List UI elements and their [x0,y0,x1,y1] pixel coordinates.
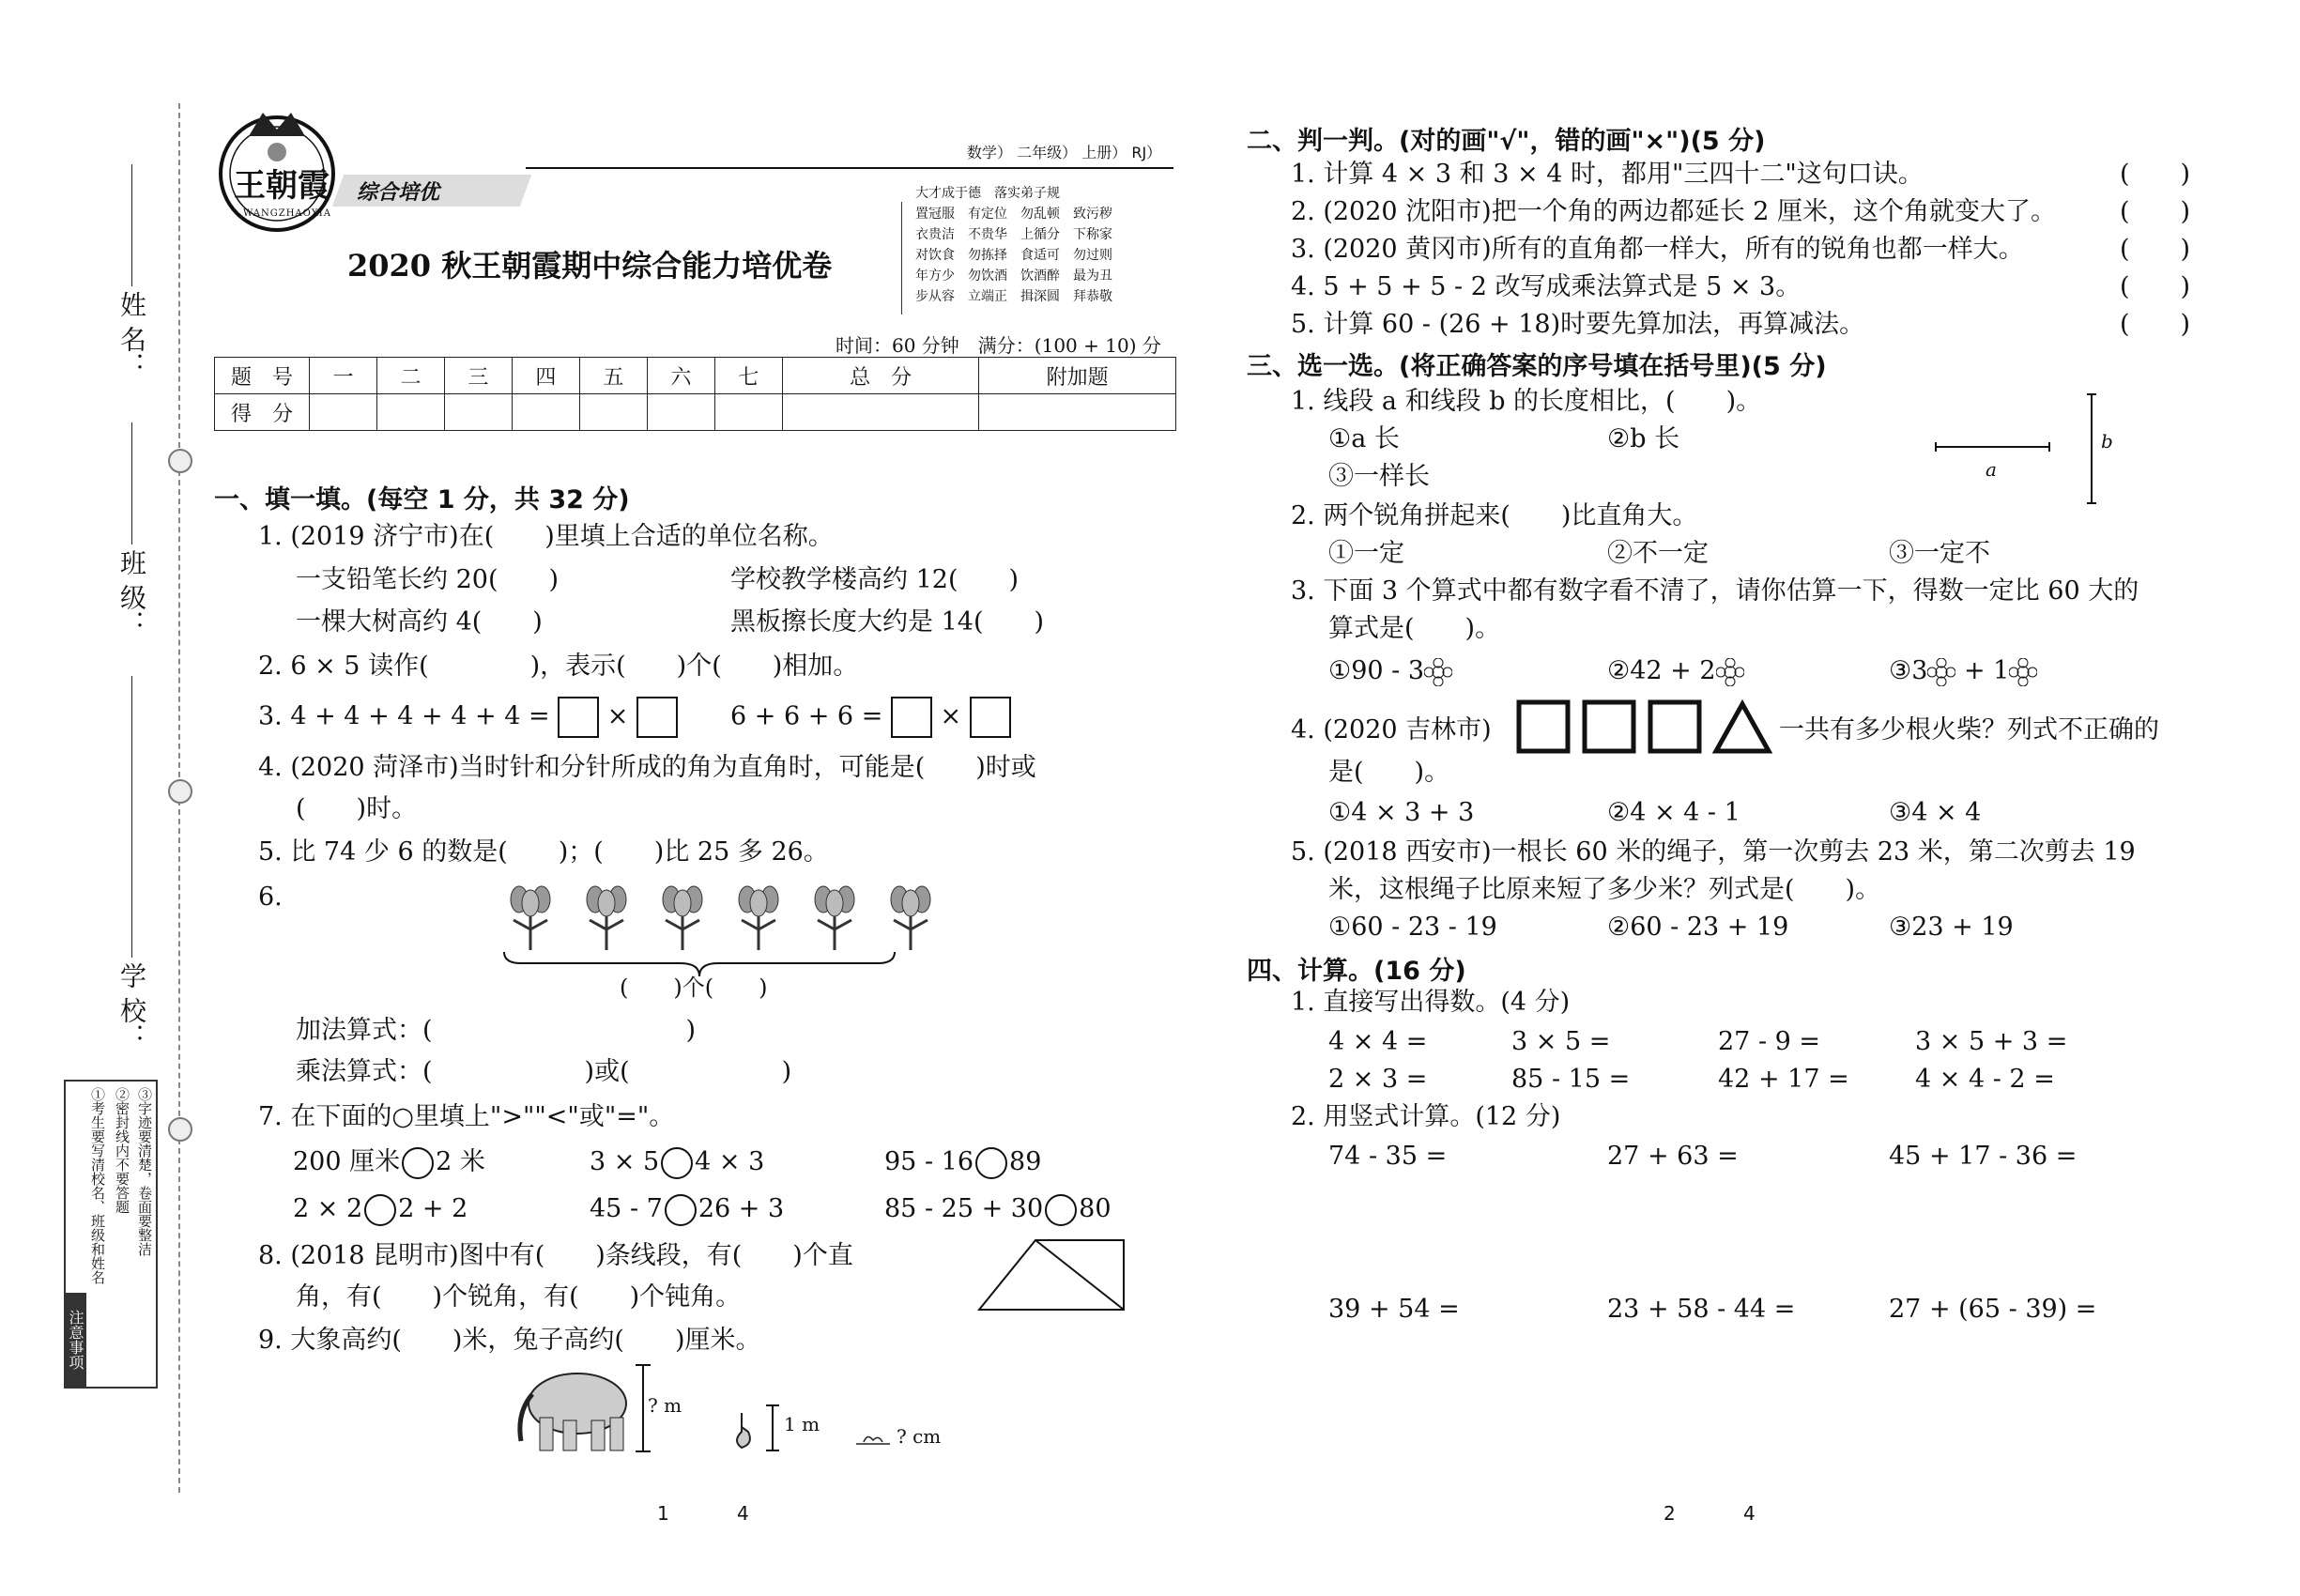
vertical-calc: 27 + 63 = [1607,1142,1739,1171]
q7-item: 85 - 25 + 30 80 [884,1190,1112,1228]
judge-paren[interactable]: ( ) [2120,310,2191,339]
choice-opt: ③一定不 [1889,539,1990,568]
school-label: 学 校： [116,962,147,1050]
q1-1b: 学校教学楼高约 12( ) [730,565,1020,594]
choice-opt: ③3 + 1 [1889,652,2037,690]
q1-1: 1. (2019 济宁市)在( )里填上合适的单位名称。 [258,522,834,551]
motto-line: 衣贵洁 不贵华 上循分 下称家 [915,227,1112,242]
compare-circle[interactable] [975,1147,1007,1179]
q7-item: 200 厘米 2 米 [293,1143,485,1181]
q1-3b-text: 6 + 6 + 6 = [730,701,883,731]
motto-line: 置冠服 有定位 勿乱顿 致污秽 [915,207,1112,222]
q1-7: 7. 在下面的○里填上">""<"或"="。 [258,1102,675,1131]
tulip-icon [730,882,787,950]
height-arrow [765,1404,780,1452]
class-label: 班 级： [116,549,147,637]
score-header-cell: 附加题 [979,358,1176,394]
q1-1c: 一棵大树高约 4( ) [296,607,543,637]
q1-8b: 角，有( )个锐角，有( )个钝角。 [296,1282,742,1312]
q1-8a: 8. (2018 昆明市)图中有( )条线段，有( )个直 [258,1241,853,1270]
subject-tags: 数学） 二年级） 上册） RJ） [967,144,1162,161]
judge-item: 4. 5 + 5 + 5 - 2 改写成乘法算式是 5 × 3。 [1291,272,1802,301]
motto-divider [901,202,902,315]
calc-item: 4 × 4 = [1328,1027,1428,1056]
choice-opt: ①a 长 [1328,424,1400,453]
flower-blur-icon [1716,658,1744,686]
calc-item: 3 × 5 = [1511,1027,1611,1056]
calc-item: 2 × 3 = [1328,1065,1428,1094]
choice-opt: ①90 - 3 [1328,652,1452,690]
q1-6-mul: 乘法算式：( )或( ) [296,1057,792,1086]
matchstick-figure [1513,697,1776,759]
q1-4a: 4. (2020 菏泽市)当时针和分针所成的角为直角时，可能是( )时或 [258,753,1036,782]
binding-hole [168,779,192,804]
q1-2: 2. 6 × 5 读作( )，表示( )个( )相加。 [258,652,859,681]
score-header-cell: 二 [376,358,444,394]
choice-q4b: 是( )。 [1328,758,1450,787]
goose-icon [728,1408,756,1450]
choice-q2: 2. 两个锐角拼起来( )比直角大。 [1291,501,1698,530]
goose-height: 1 m [784,1413,820,1435]
score-cell[interactable] [579,394,647,431]
calc-item: 42 + 17 = [1718,1065,1849,1094]
score-cell[interactable] [647,394,714,431]
compare-circle[interactable] [665,1194,697,1226]
choice-q3b: 算式是( )。 [1328,614,1501,643]
answer-box[interactable] [891,697,932,738]
binding-hole [168,1117,192,1142]
flower-blur-icon [2009,658,2037,686]
score-header-cell: 七 [714,358,782,394]
choice-opt: ②4 × 4 - 1 [1607,798,1740,827]
note-line: ②密封线内不要答题 [114,1087,130,1214]
notes-title: 注意事项 [66,1293,86,1387]
choice-q3a: 3. 下面 3 个算式中都有数字看不清了，请你估算一下，得数一定比 60 大的 [1291,576,2139,606]
choice-opt: ③4 × 4 [1889,798,1982,827]
vertical-calc: 74 - 35 = [1328,1142,1448,1171]
part2-title: 二、判一判。(对的画"√"，错的画"×")(5 分) [1247,127,1766,156]
score-cell[interactable] [376,394,444,431]
tulip-row [502,882,954,954]
choice-opt: ③23 + 19 [1889,913,2014,942]
calc-q2: 2. 用竖式计算。(12 分) [1291,1102,1561,1131]
elephant-height: ? m [648,1394,682,1417]
time-info: 时间：60 分钟 满分：(100 + 10) 分 [836,334,1161,357]
choice-opt: ②42 + 2 [1607,652,1744,690]
flower-blur-icon [1927,658,1955,686]
q7-item: 95 - 16 89 [884,1143,1041,1181]
binding-hole [168,449,192,473]
calc-item: 4 × 4 - 2 = [1915,1065,2055,1094]
score-header-cell: 六 [647,358,714,394]
vertical-calc: 45 + 17 - 36 = [1889,1142,2078,1171]
q1-9: 9. 大象高约( )米，兔子高约( )厘米。 [258,1326,761,1355]
tag-edition: RJ [1131,144,1147,161]
answer-box[interactable] [970,697,1011,738]
q1-3a-text: 3. 4 + 4 + 4 + 4 + 4 = [258,701,550,731]
choice-opt: ①4 × 3 + 3 [1328,798,1475,827]
flower-blur-icon [1424,658,1452,686]
score-cell[interactable] [782,394,979,431]
left-page-number: 1 [657,1502,669,1525]
judge-paren[interactable]: ( ) [2120,272,2191,301]
logo [211,103,343,235]
q1-6-add: 加法算式：( ) [296,1016,697,1045]
q1-5: 5. 比 74 少 6 的数是( )；( )比 25 多 26。 [258,837,829,867]
trapezoid-figure [976,1237,1127,1312]
segment-b-label: b [2101,430,2113,453]
q1-6: 6. [258,882,283,912]
q7-item: 2 × 2 2 + 2 [293,1190,468,1228]
choice-opt: ①60 - 23 - 19 [1328,913,1497,942]
segment-a-label: a [1986,458,1997,481]
judge-item: 1. 计算 4 × 3 和 3 × 4 时，都用"三四十二"这句口诀。 [1291,160,1924,189]
note-line: ①考生要写清校名、班级和姓名 [89,1087,106,1284]
calc-item: 27 - 9 = [1718,1027,1821,1056]
answer-box[interactable] [636,697,678,738]
score-header-cell: 五 [579,358,647,394]
score-cell[interactable] [512,394,579,431]
rabbit-icon [854,1427,892,1446]
choice-opt: ①一定 [1328,539,1404,568]
score-header-cell: 四 [512,358,579,394]
choice-q5b: 米，这根绳子比原来短了多少米？列式是( )。 [1328,875,1881,904]
q1-4b: ( )时。 [296,794,418,823]
choice-opt: ②不一定 [1607,539,1709,568]
answer-box[interactable] [558,697,599,738]
motto-line: 对饮食 勿拣择 食适可 勿过则 [915,248,1112,263]
score-cell[interactable] [714,394,782,431]
notes-box [64,1080,158,1389]
choice-opt: ②60 - 23 + 19 [1607,913,1789,942]
score-cell[interactable] [310,394,377,431]
right-page-number: 2 [1664,1502,1676,1525]
score-header-cell: 题 号 [215,358,310,394]
class-line [131,422,132,545]
score-cell[interactable] [444,394,512,431]
tag-subject: 数学 [967,144,998,161]
note-line: ③字迹要清楚，卷面要整洁 [136,1087,153,1256]
name-label: 姓 名： [116,291,147,378]
compare-circle[interactable] [661,1147,693,1179]
judge-paren[interactable]: ( ) [2120,197,2191,226]
judge-paren[interactable]: ( ) [2120,235,2191,264]
choice-opt: ③一样长 [1328,462,1430,491]
choice-q5a: 5. (2018 西安市)一根长 60 米的绳子，第一次剪去 23 米，第二次剪去 19 [1291,837,2136,867]
calc-item: 3 × 5 + 3 = [1915,1027,2068,1056]
judge-paren[interactable]: ( ) [2120,160,2191,189]
tag-term: 上册 [1081,144,1112,161]
compare-circle[interactable] [402,1147,434,1179]
score-header-cell: 一 [310,358,377,394]
logo-ring-text: WANGZHAOXIA [243,208,331,219]
choice-q4a2: 一共有多少根火柴？列式不正确的 [1779,715,2159,744]
score-row-label: 得 分 [215,394,310,431]
times-sign: × [940,701,962,731]
tulip-icon [654,882,711,950]
series-label: 综合培优 [357,181,440,205]
part3-title: 三、选一选。(将正确答案的序号填在括号里)(5 分) [1247,352,1827,381]
motto-line: 年方少 勿饮酒 饮酒醉 最为丑 [915,269,1112,284]
school-line [131,676,132,958]
header-rule [526,167,1173,169]
name-line [131,164,132,286]
calc-item: 85 - 15 = [1511,1065,1631,1094]
logo-text: 王朝霞 [234,167,330,205]
q1-6-caption: ( )个( ) [620,974,768,1001]
motto-block [915,183,1112,307]
rabbit-height: ? cm [897,1425,942,1448]
right-page-total: 4 [1743,1502,1756,1525]
tulip-icon [882,882,939,950]
score-header-cell: 三 [444,358,512,394]
vertical-calc: 27 + (65 - 39) = [1889,1295,2097,1324]
tulip-icon [806,882,863,950]
q7-item: 45 - 7 26 + 3 [590,1190,784,1228]
judge-item: 5. 计算 60 - (26 + 18)时要先算加法，再算减法。 [1291,310,1865,339]
score-table [214,357,1176,431]
tag-grade: 二年级 [1017,144,1063,161]
vertical-calc: 23 + 58 - 44 = [1607,1295,1796,1324]
choice-opt: ②b 长 [1607,424,1680,453]
elephant-icon [512,1366,643,1455]
judge-item: 2. (2020 沈阳市)把一个角的两边都延长 2 厘米，这个角就变大了。 [1291,197,2057,226]
score-cell[interactable] [979,394,1176,431]
judge-item: 3. (2020 黄冈市)所有的直角都一样大，所有的锐角也都一样大。 [1291,235,2024,264]
part1-title: 一、填一填。(每空 1 分，共 32 分) [214,485,630,514]
score-header-cell: 总 分 [782,358,979,394]
q1-1d: 黑板擦长度大约是 14( ) [730,607,1045,637]
motto-line: 大才成于德 落实弟子规 [915,186,1060,201]
left-page-total: 4 [737,1502,749,1525]
times-sign: × [606,701,629,731]
segment-a [1934,441,2051,453]
part4-title: 四、计算。(16 分) [1247,957,1466,986]
vertical-calc: 39 + 54 = [1328,1295,1460,1324]
tulip-icon [578,882,635,950]
q7-item: 3 × 5 4 × 3 [590,1143,764,1181]
segment-b [2086,392,2097,505]
compare-circle[interactable] [364,1194,396,1226]
compare-circle[interactable] [1045,1194,1077,1226]
motto-line: 步从容 立端正 揖深圆 拜恭敬 [915,289,1112,304]
tulip-icon [502,882,559,950]
q1-1a: 一支铅笔长约 20( ) [296,565,560,594]
choice-q1: 1. 线段 a 和线段 b 的长度相比，( )。 [1291,387,1762,416]
q1-3b [730,697,1011,738]
calc-q1: 1. 直接写出得数。(4 分) [1291,988,1571,1017]
page-title: 2020 秋王朝霞期中综合能力培优卷 [347,248,833,284]
choice-q4a: 4. (2020 吉林市) [1291,715,1492,744]
q1-3 [258,697,678,738]
